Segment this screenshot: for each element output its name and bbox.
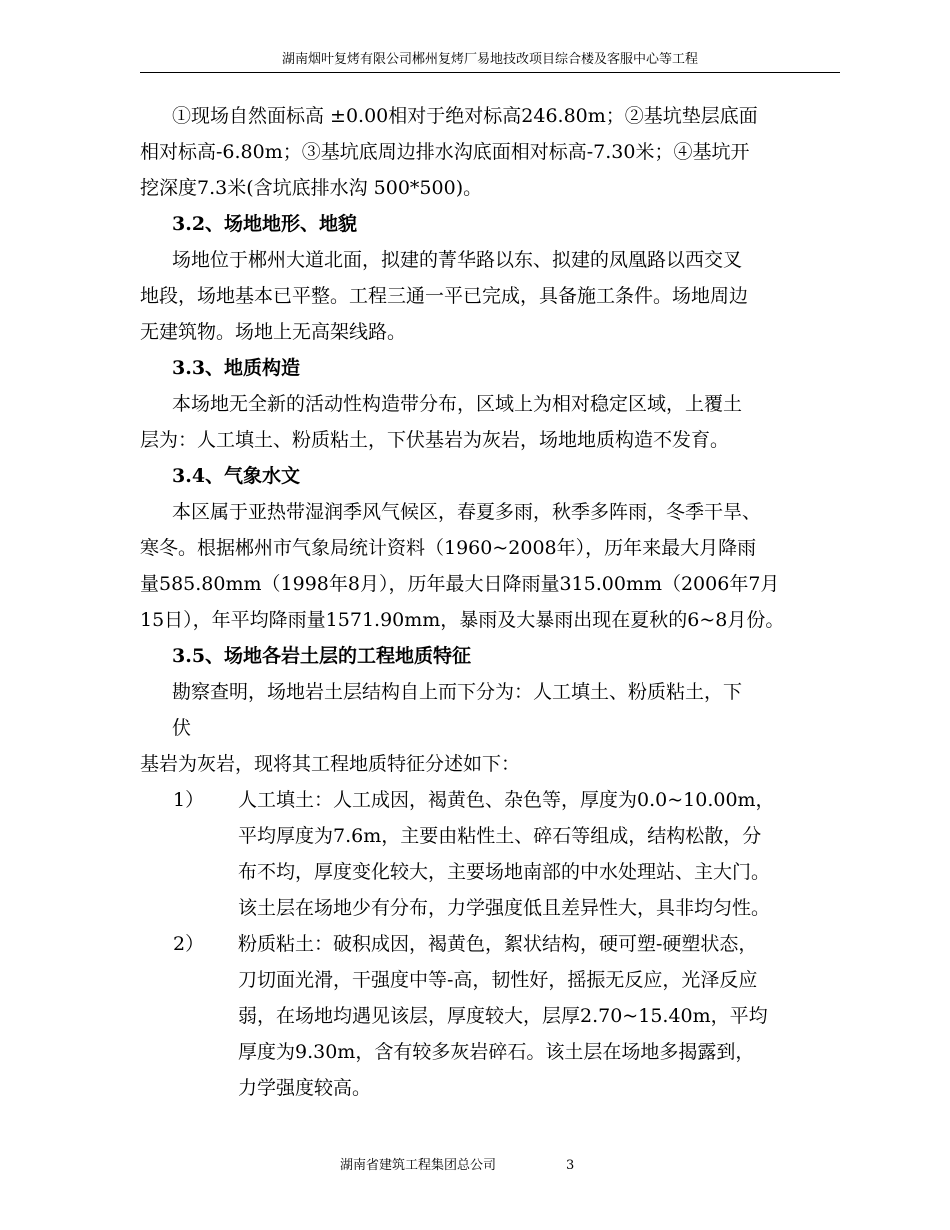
list-text: 粉质粘土：破积成因，褐黄色，絮状结构，硬可塑-硬塑状态，	[238, 933, 758, 955]
paragraph-line: 层为：人工填土、粉质粘土，下伏基岩为灰岩，场地地质构造不发育。	[140, 429, 730, 451]
paragraph-line: 本场地无全新的活动性构造带分布，区域上为相对稳定区域，上覆土	[172, 393, 743, 415]
document-body	[140, 98, 840, 1106]
paragraph-line: 量585.80mm（1998年8月），历年最大日降雨量315.00mm（2006年7月	[140, 573, 780, 595]
section-heading-3-2: 3.2、场地地形、地貌	[172, 213, 358, 235]
paragraph-line: 场地位于郴州大道北面，拟建的菁华路以东、拟建的凤凰路以西交叉	[172, 249, 743, 271]
footer-company: 湖南省建筑工程集团总公司	[340, 1158, 497, 1173]
list-text: 厚度为9.30m，含有较多灰岩碎石。该土层在场地多揭露到，	[238, 1041, 755, 1063]
list-text: 平均厚度为7.6m，主要由粘性土、碎石等组成，结构松散，分	[238, 825, 762, 847]
paragraph-line: 基岩为灰岩，现将其工程地质特征分述如下：	[140, 753, 521, 775]
paragraph-line: ①现场自然面标高 ±0.00相对于绝对标高246.80m；②基坑垫层底面	[172, 105, 758, 127]
list-number: 1）	[173, 789, 205, 811]
section-heading-3-5: 3.5、场地各岩土层的工程地质特征	[172, 645, 472, 667]
paragraph-line: 无建筑物。场地上无高架线路。	[140, 321, 407, 343]
paragraph-line: 挖深度7.3米(含坑底排水沟 500*500)。	[140, 177, 483, 199]
list-item	[140, 926, 840, 1106]
list-text: 刀切面光滑，干强度中等-高，韧性好，摇振无反应，光泽反应	[238, 969, 758, 991]
section-heading-3-3: 3.3、地质构造	[172, 357, 301, 379]
header-rule	[140, 72, 840, 73]
paragraph-line: 寒冬。根据郴州市气象局统计资料（1960~2008年），历年来最大月降雨	[140, 537, 757, 559]
paragraph-line: 15日），年平均降雨量1571.90mm，暴雨及大暴雨出现在夏秋的6~8月份。	[140, 609, 785, 631]
paragraph-line: 伏	[172, 717, 192, 739]
list-text: 人工填土：人工成因，褐黄色、杂色等，厚度为0.0~10.00m，	[238, 789, 775, 811]
paragraph-line: 相对标高-6.80m；③基坑底周边排水沟底面相对标高-7.30米；④基坑开	[140, 141, 750, 163]
list-text: 弱，在场地均遇见该层，厚度较大，层厚2.70~15.40m，平均	[238, 1005, 768, 1027]
list-text: 布不均，厚度变化较大，主要场地南部的中水处理站、主大门。	[238, 861, 771, 883]
paragraph-line: 勘察查明，场地岩土层结构自上而下分为：人工填土、粉质粘土，下	[172, 681, 743, 703]
paragraph-line: 本区属于亚热带湿润季风气候区，春夏多雨，秋季多阵雨，冬季干旱、	[172, 501, 762, 523]
paragraph-line: 地段，场地基本已平整。工程三通一平已完成，具备施工条件。场地周边	[140, 285, 749, 307]
page-header: 湖南烟叶复烤有限公司郴州复烤厂易地技改项目综合楼及客服中心等工程	[281, 52, 698, 67]
section-heading-3-4: 3.4、气象水文	[172, 465, 301, 487]
page-number: 3	[566, 1158, 575, 1173]
list-number: 2）	[173, 933, 205, 955]
list-text: 力学强度较高。	[238, 1077, 372, 1099]
list-text: 该土层在场地少有分布，力学强度低且差异性大，具非均匀性。	[238, 897, 771, 919]
list-item	[140, 782, 840, 926]
